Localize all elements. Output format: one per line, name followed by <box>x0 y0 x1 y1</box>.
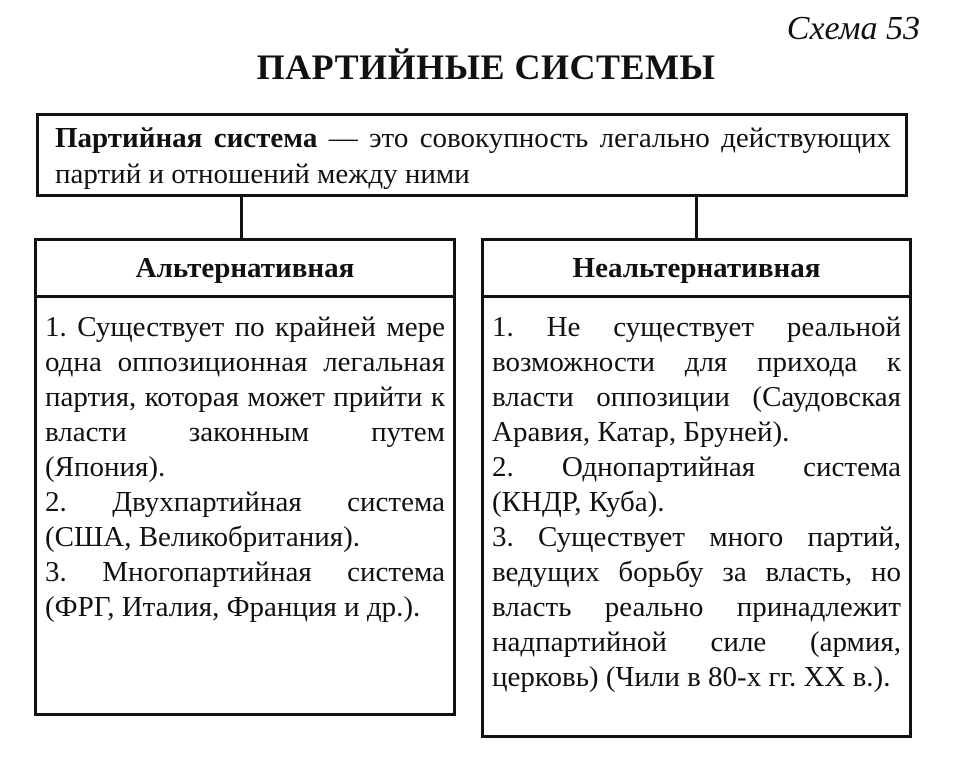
column-alternative <box>34 238 456 716</box>
page-title: ПАРТИЙНЫЕ СИСТЕМЫ <box>256 47 716 87</box>
list-item: 1. Существует по крайней мере одна оппозиционная легальная партия, которая может прийти к власти законным путем (Япония). <box>45 311 445 483</box>
column-non-alternative <box>481 238 912 738</box>
definition-text: — это совокупность легально действующих партий и отношений между ними <box>55 122 891 190</box>
column-body-alternative <box>37 298 453 625</box>
list-item: 3. Существует много партий, ведущих борьбу за власть, но власть реально принадлежит надпартийной силе (армия, церковь) (Чили в 80-х гг. XX в.). <box>492 521 901 693</box>
column-header-non-alternative: Неальтернативная <box>484 241 909 298</box>
list-item: 2. Двухпартийная система (США, Великобритания). <box>45 486 445 553</box>
list-item: 2. Однопартийная система (КНДР, Куба). <box>492 451 901 518</box>
definition-term: Партийная система <box>55 122 318 154</box>
definition-box <box>36 113 908 197</box>
column-header-alternative: Альтернативная <box>37 241 453 298</box>
scheme-label: Схема 53 <box>786 10 920 47</box>
connector-left <box>240 196 243 240</box>
connector-right <box>695 196 698 240</box>
list-item: 3. Многопартийная система (ФРГ, Италия, Франция и др.). <box>45 556 445 623</box>
column-body-non-alternative <box>484 298 909 695</box>
list-item: 1. Не существует реальной возможности для прихода к власти оппозиции (Саудовская Аравия, Катар, Бруней). <box>492 311 901 448</box>
